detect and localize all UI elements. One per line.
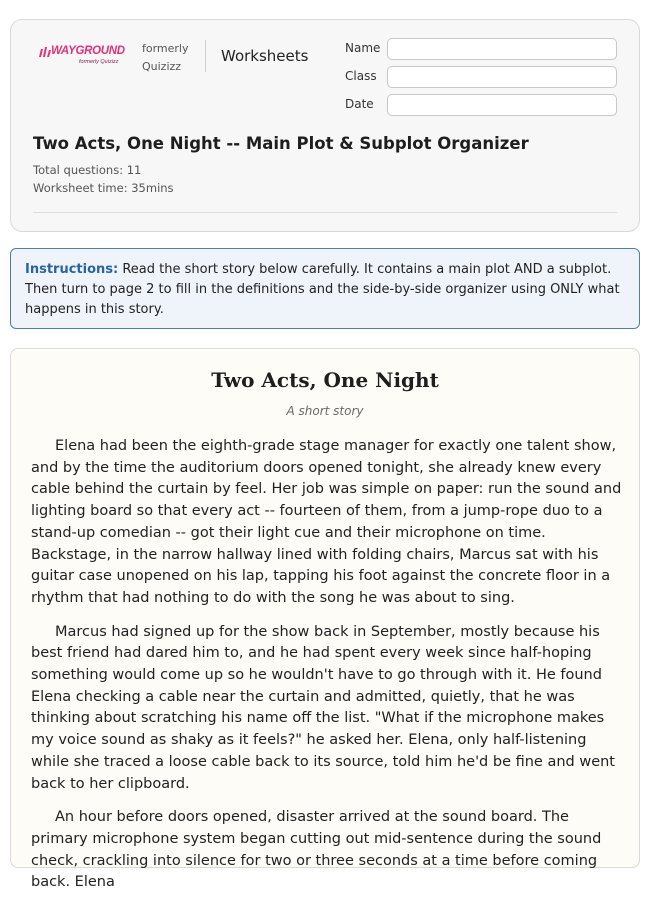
logo-wordmark: WAYGROUND <box>51 45 125 57</box>
name-field[interactable] <box>387 38 617 60</box>
story-title: Two Acts, One Night <box>211 368 439 392</box>
story-paragraph: Marcus had signed up for the show back in September, mostly because his best friend had dared him to, and he had spent every week since half-hoping something would come up so he wouldn't have to go through with it. He found Elena checking a cable near the curtain and admitted, quietly, that he was thinking about scratching his name off the list. "What if the microphone makes my voice sound as shaky as it feels?" he asked her. Elena, only half-listening while she traced a loose cable back to its source, told him he'd be fine and went back to her clipboard. <box>31 623 615 792</box>
story-subtitle: A short story <box>286 404 364 418</box>
instructions-label: Instructions: <box>25 262 119 277</box>
formerly-quizizz-text: formerly Quizizz <box>142 42 189 73</box>
story-panel <box>10 348 640 891</box>
date-field[interactable] <box>387 94 617 116</box>
class-field[interactable] <box>387 66 617 88</box>
instructions-box <box>10 248 640 329</box>
worksheets-label: Worksheets <box>221 47 309 65</box>
story-paragraph: Elena had been the eighth-grade stage manager for exactly one talent show, and by the time the auditorium doors opened tonight, she already knew every cable behind the curtain by feel. Her job was simple on paper: run the sound and lighting board so that every act -- fourteen of them, from a jump-rope duo to a stand-up comedian -- got their light cue and their microphone on time. Backstage, in the narrow hallway lined with folding chairs, Marcus sat with his guitar case unopened on his lap, tapping his foot against the concrete floor in a rhythm that had nothing to do with the song he was about to sing. <box>31 438 622 606</box>
worksheet-title: Two Acts, One Night -- Main Plot & Subplot Organizer <box>33 134 529 153</box>
total-questions: Total questions: 11 <box>33 163 142 177</box>
class-label: Class <box>345 69 377 83</box>
worksheet-time: Worksheet time: 35mins <box>33 181 174 195</box>
instructions-text: Read the short story below carefully. It contains a main plot AND a subplot. Then turn to page 2 to fill in the definitions and the side-by-side organizer using ONLY what happens in this story. <box>25 262 620 317</box>
logo-subtext: formerly Quizizz <box>79 59 119 65</box>
wayground-logo <box>39 45 127 69</box>
header-rule <box>33 212 617 213</box>
header-divider <box>205 40 206 72</box>
story-paragraph: An hour before doors opened, disaster arrived at the sound board. The primary microphone system began cutting out mid-sentence during the sound check, crackling into silence for two or three seconds at a time before coming back. Elena <box>31 809 602 891</box>
worksheet-header <box>10 19 640 232</box>
date-label: Date <box>345 97 374 111</box>
logo-bars-icon <box>39 47 51 57</box>
story-body <box>31 436 623 906</box>
name-label: Name <box>345 41 381 55</box>
